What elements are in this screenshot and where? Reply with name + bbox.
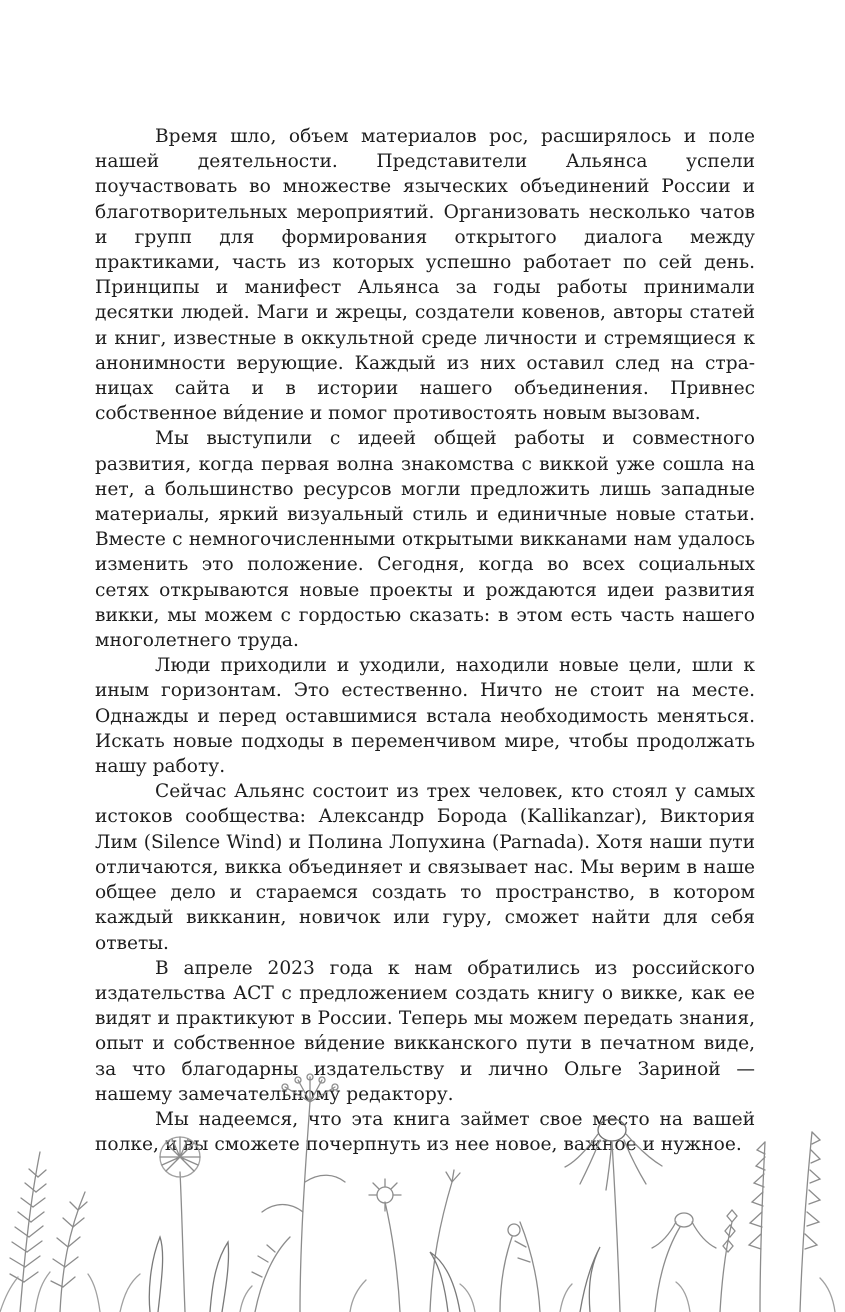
paragraph-6: Мы надеемся, что эта книга займет свое место на вашей полке, и вы сможете почерпнуть из нее новое, важное и нужное. — [95, 1108, 755, 1156]
paragraph-1: Время шло, объем материалов рос, расширялось и поле нашей деятельности. Представители Альянса успели поучаствовать во множестве языческих объединений России и благотворительных мероприятий. Организовать несколько чатов и групп для формирования открытого диалога между практиками, часть из которых успешно работает по сей день. Принципы и манифест Альянса за годы работы принимали десятки людей. Маги и жрецы, создатели ковенов, авторы статей и книг, известные в оккультной среде личности и стремящиеся к анонимности верующие. Каждый из них оставил след на страницах сайта и в истории нашего объединения. Привнес собственное ви́дение и помог противостоять новым вызовам. — [95, 126, 755, 425]
botanical-herbs-illustration-icon — [0, 1062, 845, 1312]
fern-icon — [10, 1152, 87, 1312]
paragraph-4: Сейчас Альянс состоит из трех человек, кто стоял у самых истоков сообщества: Александр Борода (Kallikanzar), Виктория Лим (Silence Wind) и Полина Лопухина (Parnada). Хотя наши пути отличаются, викка объединяет и связывает нас. Мы верим в наше общее дело и стараемся создать то пространство, в котором каждый викканин, новичок или гуру, сможет найти для себя ответы. — [95, 781, 755, 954]
paragraph-5: В апреле 2023 года к нам обратились из российского издательства АСТ с предложением создать книгу о викке, как ее видят и практикуют в России. Теперь мы можем передать знания, опыт и собственное ви́дение викканского пути в печатном виде, за что благодарны издательству и лично Ольге Зариной — нашему замечательному редактору. — [95, 957, 755, 1105]
body-text — [95, 124, 755, 1157]
grass-icon — [0, 1272, 835, 1312]
umbel-flower-icon — [252, 1074, 345, 1312]
dandelion-icon — [149, 1137, 228, 1312]
paragraph-2: Мы выступили с идеей общей работы и совместного развития, когда первая волна знакомства с виккой уже сошла на нет, а большинство ресурсов могли предложить лишь западные материалы, яркий визуальный стиль и единичные новые статьи. Вместе с немногочисленными открытыми викканами нам удалось изменить это положение. Сегодня, когда во всех социальных сетях открываются новые проекты и рождаются идеи развития викки, мы можем с гордостью сказать: в этом есть часть нашего многолетнего труда. — [95, 428, 755, 652]
coneflower-icon — [565, 1119, 716, 1312]
wildflower-icon — [369, 1170, 540, 1312]
paragraph-3: Люди приходили и уходили, находили новые цели, шли к иным горизонтам. Это естественно. Ничто не стоит на месте. Однажды и перед оставшимися встала необходимость меняться. Искать новые подходы в переменчивом мире, чтобы продолжать нашу работу. — [95, 655, 755, 778]
foxglove-icon — [720, 1132, 820, 1312]
